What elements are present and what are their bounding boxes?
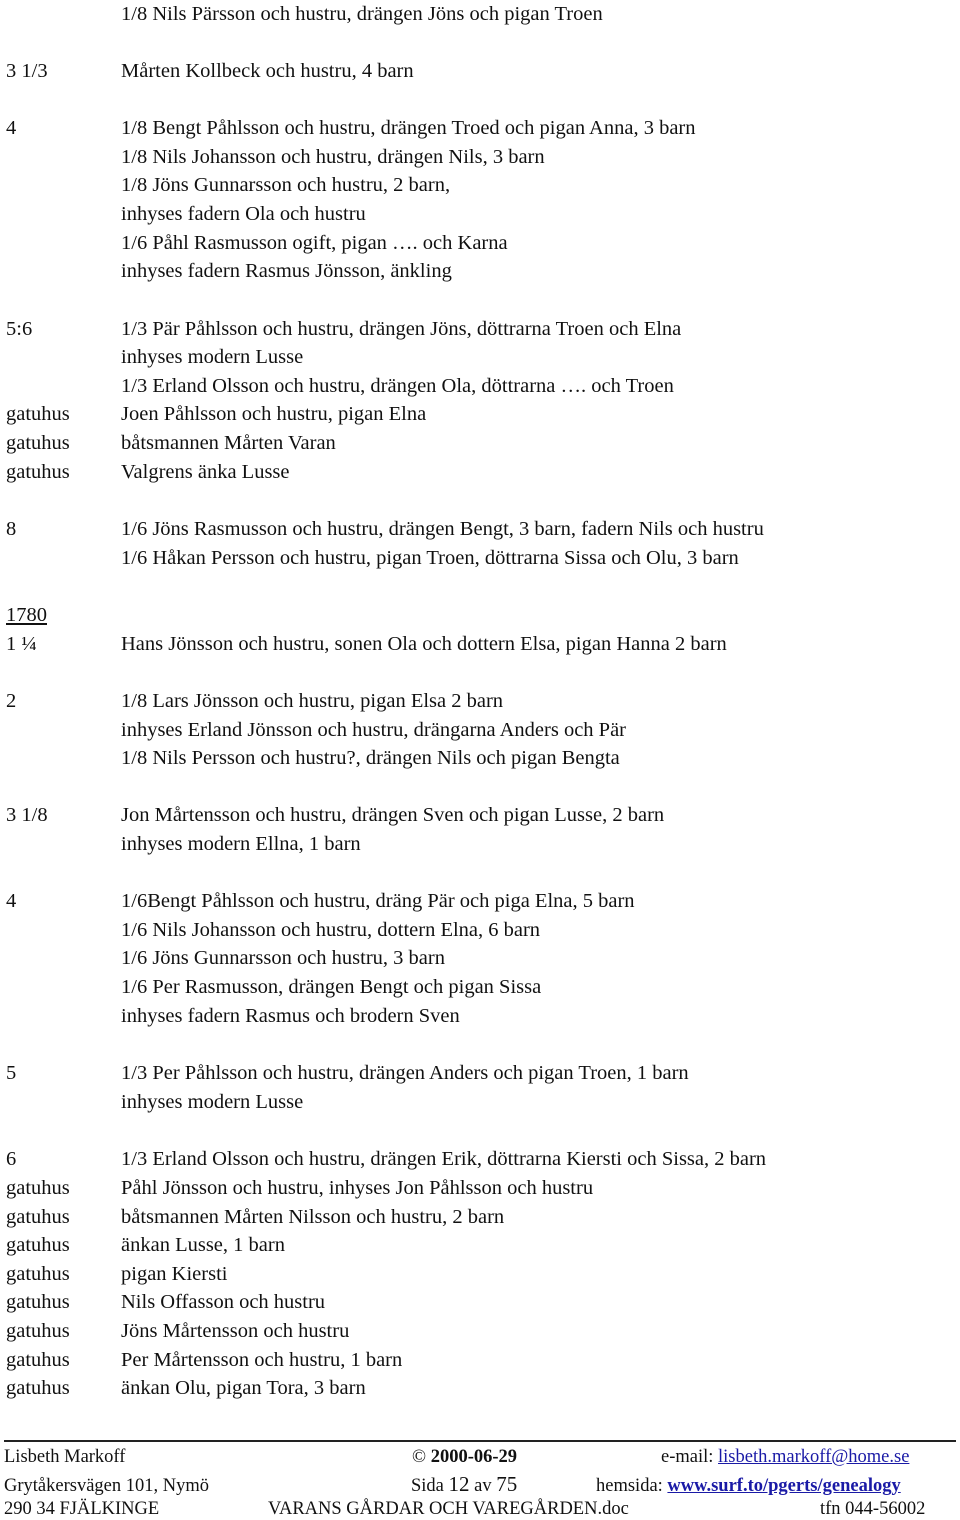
entry-label: gatuhus: [6, 1320, 70, 1342]
entry-text: 1/6 Per Rasmusson, drängen Bengt och pigan Sissa: [121, 976, 542, 998]
entry-label: 3 1/3: [6, 60, 48, 82]
entry-row: [0, 400, 960, 428]
entry-text: 1/6Bengt Påhlsson och hustru, dräng Pär och piga Elna, 5 barn: [121, 890, 635, 912]
entry-row: [0, 1346, 960, 1374]
entry-text: Per Mårtensson och hustru, 1 barn: [121, 1349, 403, 1371]
entry-row: [0, 1260, 960, 1288]
footer-author: Lisbeth Markoff: [4, 1447, 126, 1467]
homepage-link[interactable]: www.surf.to/pgerts/genealogy: [667, 1476, 901, 1496]
entry-label: gatuhus: [6, 1291, 70, 1313]
entry-text: inhyses fadern Rasmus och brodern Sven: [121, 1005, 460, 1027]
entry-row: [0, 1059, 960, 1087]
entry-label: 4: [6, 117, 17, 139]
entry-text: inhyses modern Lusse: [121, 1091, 304, 1113]
entry-row: [0, 0, 960, 28]
entry-row: [0, 57, 960, 85]
entry-label: gatuhus: [6, 1206, 70, 1228]
entry-text: pigan Kiersti: [121, 1263, 228, 1285]
entry-row: [0, 171, 960, 199]
entry-row: [0, 114, 960, 142]
entry-text: 1/8 Bengt Påhlsson och hustru, drängen Troed och pigan Anna, 3 barn: [121, 117, 696, 139]
entry-text: 1/8 Nils Pärsson och hustru, drängen Jöns och pigan Troen: [121, 3, 603, 25]
entry-row: [0, 429, 960, 457]
entry-row: [0, 458, 960, 486]
entry-text: 1/8 Nils Johansson och hustru, drängen Nils, 3 barn: [121, 146, 545, 168]
entry-row: [0, 973, 960, 1001]
entry-row: [0, 515, 960, 543]
entry-row: [0, 630, 960, 658]
entry-row: [0, 1203, 960, 1231]
entry-row: [0, 315, 960, 343]
footer-docname: VARANS GÅRDAR OCH VAREGÅRDEN.doc: [268, 1499, 629, 1519]
entry-text: 1/6 Nils Johansson och hustru, dottern Elna, 6 barn: [121, 919, 541, 941]
footer-homepage: [596, 1475, 901, 1497]
entry-text: Nils Offasson och hustru: [121, 1291, 326, 1313]
entry-label: gatuhus: [6, 1263, 70, 1285]
entry-row: [0, 343, 960, 371]
footer-email-label: e-mail:: [661, 1447, 714, 1467]
footer-page-number: 12: [448, 1472, 470, 1496]
entry-row: [0, 687, 960, 715]
entry-label: gatuhus: [6, 1234, 70, 1256]
entry-row: [0, 830, 960, 858]
entry-row: [0, 229, 960, 257]
footer-postal: 290 34 FJÄLKINGE: [4, 1499, 160, 1519]
entry-row: [0, 801, 960, 829]
footer-rule: [4, 1440, 956, 1442]
footer-page-total: 75: [496, 1472, 518, 1496]
entry-text: 1/6 Påhl Rasmusson ogift, pigan …. och Karna: [121, 232, 508, 254]
entry-row: [0, 372, 960, 400]
entry-row: [0, 1317, 960, 1345]
footer-email: [661, 1446, 909, 1468]
footer-address: Grytåkersvägen 101, Nymö: [4, 1476, 209, 1496]
entry-row: [0, 200, 960, 228]
entry-label: gatuhus: [6, 1377, 70, 1399]
entry-row: [0, 916, 960, 944]
footer-page: [411, 1473, 517, 1497]
page-footer: [0, 1436, 960, 1518]
entry-text: 1/8 Nils Persson och hustru?, drängen Nils och pigan Bengta: [121, 747, 620, 769]
entry-text: Valgrens änka Lusse: [121, 461, 290, 483]
footer-phone: tfn 044-56002: [820, 1499, 926, 1519]
entry-text: inhyses fadern Rasmus Jönsson, änkling: [121, 260, 452, 282]
entry-row: [0, 1231, 960, 1259]
entry-text: 1/6 Jöns Gunnarsson och hustru, 3 barn: [121, 947, 445, 969]
footer-homepage-label: hemsida:: [596, 1476, 663, 1496]
entry-row: [0, 887, 960, 915]
entry-row: [0, 744, 960, 772]
entry-row: [0, 257, 960, 285]
entry-text: Joen Påhlsson och hustru, pigan Elna: [121, 403, 427, 425]
entry-text: änkan Olu, pigan Tora, 3 barn: [121, 1377, 366, 1399]
entry-row: [0, 544, 960, 572]
entry-text: 1/6 Jöns Rasmusson och hustru, drängen Bengt, 3 barn, fadern Nils och hustru: [121, 518, 764, 540]
entry-text: Hans Jönsson och hustru, sonen Ola och dottern Elsa, pigan Hanna 2 barn: [121, 633, 727, 655]
entry-text: änkan Lusse, 1 barn: [121, 1234, 285, 1256]
entry-text: 1/8 Jöns Gunnarsson och hustru, 2 barn,: [121, 174, 451, 196]
entry-label: gatuhus: [6, 432, 70, 454]
entry-text: 1/3 Per Påhlsson och hustru, drängen Anders och pigan Troen, 1 barn: [121, 1062, 689, 1084]
copyright-icon: ©: [412, 1447, 427, 1467]
footer-page-of: av: [474, 1476, 492, 1496]
entry-row: [0, 1145, 960, 1173]
entry-label: gatuhus: [6, 1349, 70, 1371]
footer-date: [412, 1446, 517, 1468]
entry-row: [0, 601, 960, 629]
entry-text: Jon Mårtensson och hustru, drängen Sven och pigan Lusse, 2 barn: [121, 804, 665, 826]
entry-label: 6: [6, 1148, 17, 1170]
entry-text: Påhl Jönsson och hustru, inhyses Jon Påhlsson och hustru: [121, 1177, 594, 1199]
entry-row: [0, 1002, 960, 1030]
entry-label: 8: [6, 518, 17, 540]
entry-text: båtsmannen Mårten Nilsson och hustru, 2 barn: [121, 1206, 505, 1228]
entry-label: 5:6: [6, 318, 33, 340]
entry-label: 2: [6, 690, 17, 712]
year-heading: 1780: [6, 604, 47, 626]
entry-text: 1/6 Håkan Persson och hustru, pigan Troen, döttrarna Sissa och Olu, 3 barn: [121, 547, 739, 569]
entry-label: gatuhus: [6, 1177, 70, 1199]
email-link[interactable]: lisbeth.markoff@home.se: [718, 1447, 910, 1467]
entry-label: gatuhus: [6, 461, 70, 483]
entry-text: Jöns Mårtensson och hustru: [121, 1320, 350, 1342]
entry-text: 1/8 Lars Jönsson och hustru, pigan Elsa 2 barn: [121, 690, 504, 712]
footer-date-value: 2000-06-29: [430, 1447, 518, 1467]
entry-label: 1 ¼: [6, 633, 37, 655]
entry-text: inhyses modern Lusse: [121, 346, 304, 368]
entry-text: båtsmannen Mårten Varan: [121, 432, 336, 454]
entry-row: [0, 1374, 960, 1402]
entry-text: inhyses fadern Ola och hustru: [121, 203, 366, 225]
entry-text: 1/3 Pär Påhlsson och hustru, drängen Jöns, döttrarna Troen och Elna: [121, 318, 682, 340]
entry-text: Mårten Kollbeck och hustru, 4 barn: [121, 60, 414, 82]
entry-row: [0, 716, 960, 744]
entry-row: [0, 944, 960, 972]
entry-label: 3 1/8: [6, 804, 48, 826]
entry-text: inhyses Erland Jönsson och hustru, drängarna Anders och Pär: [121, 719, 627, 741]
entry-text: 1/3 Erland Olsson och hustru, drängen Erik, döttrarna Kiersti och Sissa, 2 barn: [121, 1148, 767, 1170]
entry-text: inhyses modern Ellna, 1 barn: [121, 833, 361, 855]
entry-row: [0, 1088, 960, 1116]
entry-row: [0, 1174, 960, 1202]
footer-page-label: Sida: [411, 1476, 444, 1496]
entry-row: [0, 143, 960, 171]
entry-label: 4: [6, 890, 17, 912]
entry-label: gatuhus: [6, 403, 70, 425]
entry-row: [0, 1288, 960, 1316]
entry-text: 1/3 Erland Olsson och hustru, drängen Ola, döttrarna …. och Troen: [121, 375, 674, 397]
entry-label: 5: [6, 1062, 17, 1084]
